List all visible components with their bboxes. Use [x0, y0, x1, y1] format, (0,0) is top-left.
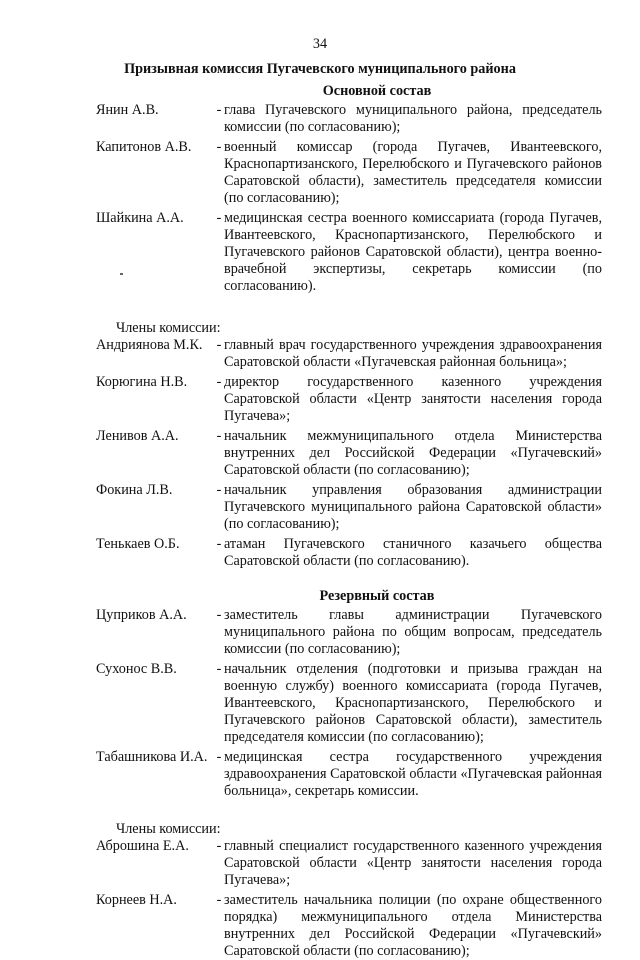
reserve-members-label: Члены комиссии: — [116, 821, 221, 837]
entry-dash: - — [216, 607, 222, 623]
reserve-entry-2 — [96, 661, 602, 746]
main-member-1 — [96, 337, 602, 371]
entry-name: Фокина Л.В. — [96, 482, 173, 498]
main-entry-1 — [96, 102, 602, 136]
entry-name: Корюгина Н.В. — [96, 374, 188, 390]
entry-description: медицинская сестра государственного учреждения здравоохранения Саратовской области «Пугачевская районная больница», секретарь комиссии. — [224, 749, 602, 799]
entry-dash: - — [216, 536, 222, 552]
entry-dash: - — [216, 749, 222, 765]
main-section-heading: Основной состав — [322, 83, 432, 99]
page-number: 34 — [312, 36, 328, 52]
entry-description: военный комиссар (города Пугачев, Ивантеевского, Краснопартизанского, Перелюбского и Пугачевского районов Саратовской области), заместитель председателя комиссии (по согласованию); — [224, 139, 602, 206]
reserve-member-2 — [96, 892, 602, 960]
entry-dash: - — [216, 892, 222, 908]
entry-dash: - — [216, 374, 222, 390]
entry-dash: - — [216, 337, 222, 353]
entry-description: заместитель главы администрации Пугачевского муниципального района по общим вопросам, председатель комиссии (по согласованию); — [224, 607, 602, 657]
entry-name: Аброшина Е.А. — [96, 838, 189, 854]
entry-description: медицинская сестра военного комиссариата (города Пугачев, Ивантеевского, Краснопартизанского, Перелюбского и Пугачевского районов Саратовской области), центра военно-врачебной экспертизы, секретарь комиссии (по согласованию). — [224, 210, 602, 294]
entry-name: Сухонос В.В. — [96, 661, 177, 677]
main-entry-2 — [96, 139, 602, 207]
main-member-2 — [96, 374, 602, 425]
entry-name: Ленивов А.А. — [96, 428, 179, 444]
entry-description: атаман Пугачевского станичного казачьего общества Саратовской области (по согласованию). — [224, 536, 602, 569]
entry-name: Андриянова М.К. — [96, 337, 203, 353]
entry-dash: - — [216, 210, 222, 226]
entry-name: Капитонов А.В. — [96, 139, 192, 155]
entry-description: глава Пугачевского муниципального района, председатель комиссии (по согласованию); — [224, 102, 602, 135]
reserve-section-heading: Резервный состав — [319, 588, 435, 604]
main-member-4 — [96, 482, 602, 533]
entry-description: начальник межмуниципального отдела Министерства внутренних дел Российской Федерации «Пугачевский» Саратовской области (по согласованию); — [224, 428, 602, 478]
entry-name: Шайкина А.А. — [96, 210, 184, 226]
entry-name: Янин А.В. — [96, 102, 159, 118]
entry-description: главный врач государственного учреждения здравоохранения Саратовской области «Пугачевская районная больница»; — [224, 337, 602, 370]
entry-name: Корнеев Н.А. — [96, 892, 177, 908]
entry-name: Табашникова И.А. — [96, 749, 208, 765]
entry-dash: - — [216, 102, 222, 118]
entry-description: начальник управления образования администрации Пугачевского муниципального района Саратовской области» (по согласованию); — [224, 482, 602, 532]
main-member-3 — [96, 428, 602, 479]
entry-dash: - — [216, 838, 222, 854]
main-members-label: Члены комиссии: — [116, 320, 221, 336]
entry-dash: - — [216, 661, 222, 677]
entry-name: Цуприков А.А. — [96, 607, 187, 623]
entry-description: начальник отделения (подготовки и призыва граждан на военную службу) военного комиссариата (города Пугачев, Ивантеевского, Краснопартизанского, Перелюбского и Пугачевского районов Саратовской области), заместитель председателя комиссии (по согласованию); — [224, 661, 602, 745]
reserve-entry-1 — [96, 607, 602, 658]
main-member-5 — [96, 536, 602, 570]
reserve-entry-3 — [96, 749, 602, 800]
entry-name: Тенькаев О.Б. — [96, 536, 180, 552]
entry-dash: - — [216, 428, 222, 444]
scan-speck — [120, 273, 123, 275]
entry-description: директор государственного казенного учреждения Саратовской области «Центр занятости населения города Пугачева»; — [224, 374, 602, 424]
main-entry-3 — [96, 210, 602, 295]
entry-description: заместитель начальника полиции (по охране общественного порядка) межмуниципального отдела Министерства внутренних дел Российской Федерации «Пугачевский» Саратовской области (по согласованию); — [224, 892, 602, 959]
document-title: Призывная комиссия Пугачевского муниципального района — [124, 61, 516, 77]
entry-dash: - — [216, 482, 222, 498]
entry-dash: - — [216, 139, 222, 155]
entry-description: главный специалист государственного казенного учреждения Саратовской области «Центр занятости населения города Пугачева»; — [224, 838, 602, 888]
reserve-member-1 — [96, 838, 602, 889]
